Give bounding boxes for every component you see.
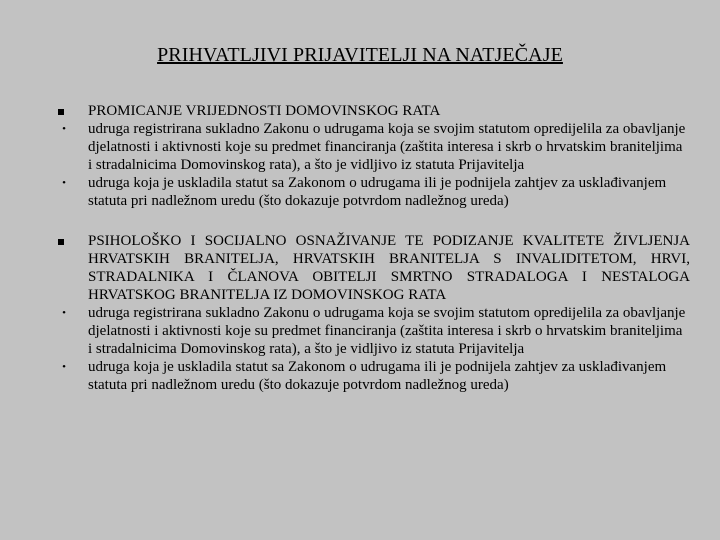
square-bullet-icon	[58, 232, 70, 250]
dot-bullet-icon: •	[62, 361, 66, 373]
list-item-text: udruga registrirana sukladno Zakonu o udrugama koja se svojim statutom opredijelila za obavljanje djelatnosti i aktivnosti koje su predmet financiranja (zaštita interesa i skrb o hrvatskim braniteljima i stradalnicima Domovinskog rata), a što je vidljivo iz statuta Prijavitelja	[88, 121, 686, 173]
list-item	[58, 120, 690, 174]
list-item	[58, 358, 690, 394]
list-item-text: udruga koja je uskladila statut sa Zakonom o udrugama ili je podnijela zahtjev za usklađivanjem statuta pri nadležnom uredu (što dokazuje potvrdom nadležnog ureda)	[88, 359, 667, 393]
page-title: PRIHVATLJIVI PRIJAVITELJI NA NATJEČAJE	[157, 44, 563, 66]
section-heading-text: PSIHOLOŠKO I SOCIJALNO OSNAŽIVANJE TE PODIZANJE KVALITETE ŽIVLJENJA HRVATSKIH BRANITELJA, HRVATSKIH BRANITELJA S INVALIDITETOM, HRVI, STRADALNIKA I ČLANOVA OBITELJI SMRTNO STRADALOGA I NESTALOGA HRVATSKOG BRANITELJA IZ DOMOVINSKOG RATA	[88, 233, 690, 303]
square-bullet-icon	[58, 102, 70, 120]
list-item-text: udruga koja je uskladila statut sa Zakonom o udrugama ili je podnijela zahtjev za usklađivanjem statuta pri nadležnom uredu (što dokazuje potvrdom nadležnog ureda)	[88, 175, 667, 209]
section-heading-1	[58, 102, 690, 120]
dot-bullet-icon: •	[62, 177, 66, 189]
section-heading-text: PROMICANJE VRIJEDNOSTI DOMOVINSKOG RATA	[88, 103, 441, 119]
spacer	[58, 210, 690, 232]
list-item	[58, 174, 690, 210]
content-list	[58, 102, 690, 394]
dot-bullet-icon: •	[62, 123, 66, 135]
list-item-text: udruga registrirana sukladno Zakonu o udrugama koja se svojim statutom opredijelila za obavljanje djelatnosti i aktivnosti koje su predmet financiranja (zaštita interesa i skrb o hrvatskim braniteljima i stradalnicima Domovinskog rata), a što je vidljivo iz statuta Prijavitelja	[88, 305, 686, 357]
dot-bullet-icon: •	[62, 307, 66, 319]
section-heading-2	[58, 232, 690, 304]
list-item	[58, 304, 690, 358]
